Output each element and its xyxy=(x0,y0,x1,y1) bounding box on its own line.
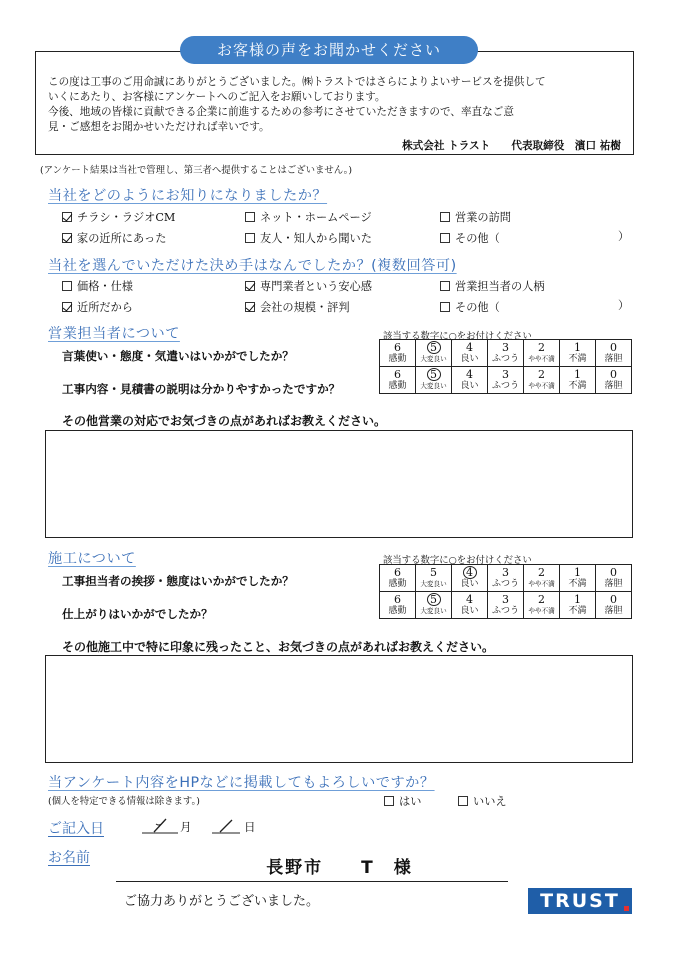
rating-number xyxy=(488,369,523,381)
checkbox[interactable] xyxy=(440,233,450,243)
rating-number xyxy=(560,342,595,354)
rating-cell-5[interactable] xyxy=(416,340,452,367)
q2-paren-close: ） xyxy=(618,299,630,312)
thanks-message: ご協力ありがとうございました。 xyxy=(124,894,320,909)
checkbox[interactable] xyxy=(384,796,394,806)
page-title: お客様の声をお聞かせください xyxy=(180,36,478,64)
rating-number-text: 1 xyxy=(574,565,581,579)
construction-free-label: その他施工中で特に印象に残ったこと、お気づきの点があればお教えください。 xyxy=(62,640,495,654)
option-label: 営業担当者の人柄 xyxy=(455,280,545,293)
publish-no-option[interactable] xyxy=(458,793,507,809)
q2-option-3[interactable] xyxy=(440,278,545,294)
rating-cell-6[interactable] xyxy=(380,367,416,394)
rating-number-text: 3 xyxy=(502,592,509,606)
rating-cell-6[interactable] xyxy=(380,565,416,592)
publish-note: (個人を特定できる情報は除きます。) xyxy=(48,796,200,807)
construction-free-input[interactable] xyxy=(45,655,633,763)
rating-cell-1[interactable] xyxy=(560,367,596,394)
rating-cell-0[interactable] xyxy=(596,565,632,592)
rating-number xyxy=(596,342,631,354)
rating-number xyxy=(452,566,487,579)
rating-number xyxy=(596,369,631,381)
option-label: その他（ xyxy=(455,232,500,245)
trust-logo xyxy=(528,888,632,914)
rating-number-text: 6 xyxy=(394,340,401,354)
rating-label: 大変良い xyxy=(420,607,447,615)
rating-number-text: 5 xyxy=(427,593,441,606)
q2-option-6[interactable] xyxy=(440,299,500,315)
rating-cell-4[interactable] xyxy=(452,592,488,619)
construction-heading: 施工について xyxy=(48,551,136,567)
rating-number-text: 6 xyxy=(394,367,401,381)
rating-number xyxy=(380,594,415,606)
sales-rating-hint: 該当する数字に○をお付けください xyxy=(383,331,532,342)
checkbox[interactable] xyxy=(245,281,255,291)
rating-cell-0[interactable] xyxy=(596,367,632,394)
rating-cell-3[interactable] xyxy=(488,565,524,592)
rating-cell-5[interactable] xyxy=(416,592,452,619)
signature: 株式会社 トラスト 代表取締役 濱口 祐樹 xyxy=(402,140,621,152)
rating-number xyxy=(452,342,487,354)
q2-heading: 当社を選んでいただけた決め手はなんでしたか？(複数回答可) xyxy=(48,258,457,274)
rating-label: 感動 xyxy=(388,578,407,589)
checkbox[interactable] xyxy=(62,233,72,243)
rating-label: ふつう xyxy=(491,578,519,589)
intro-line-2: いくにあたり、お客様にアンケートへのご記入をお願いしております。 xyxy=(48,91,386,103)
construction-q2-text: 仕上がりはいかがでしたか？ xyxy=(62,607,213,621)
rating-cell-5[interactable] xyxy=(416,367,452,394)
rating-label: 落胆 xyxy=(604,578,623,589)
rating-number-text: 5 xyxy=(430,565,437,579)
rating-label: 良い xyxy=(460,380,479,391)
rating-cell-6[interactable] xyxy=(380,592,416,619)
rating-number xyxy=(560,369,595,381)
rating-number xyxy=(416,341,451,354)
option-label: 家の近所にあった xyxy=(77,232,167,245)
rating-number xyxy=(524,342,559,354)
rating-number xyxy=(488,342,523,354)
rating-cell-3[interactable] xyxy=(488,340,524,367)
option-label: 営業の訪問 xyxy=(455,211,511,224)
rating-label: ふつう xyxy=(491,605,519,616)
rating-label: 感動 xyxy=(388,605,407,616)
intro-line-4: 見・ご感想をお聞かせいただければ幸いです。 xyxy=(48,121,270,133)
option-label: チラシ・ラジオCM xyxy=(77,211,176,224)
rating-number-text: 5 xyxy=(427,341,441,354)
rating-label: 大変良い xyxy=(420,355,447,363)
q2-option-5[interactable] xyxy=(245,299,350,315)
option-label: いいえ xyxy=(473,795,507,808)
rating-cell-6[interactable] xyxy=(380,340,416,367)
rating-number-text: 6 xyxy=(394,592,401,606)
rating-number-text: 6 xyxy=(394,565,401,579)
rating-number xyxy=(416,567,451,579)
logo-dot xyxy=(624,906,629,911)
rating-number-text: 2 xyxy=(538,367,545,381)
rating-cell-2[interactable] xyxy=(524,565,560,592)
rating-number-text: 3 xyxy=(502,565,509,579)
day-suffix: 日 xyxy=(244,820,256,834)
option-label: 専門業者という安心感 xyxy=(260,280,372,293)
publish-heading: 当アンケート内容をHPなどに掲載してもよろしいですか？ xyxy=(48,775,435,791)
rating-number-text: 3 xyxy=(502,340,509,354)
sales-free-input[interactable] xyxy=(45,430,633,538)
rating-number-text: 1 xyxy=(574,367,581,381)
rating-number xyxy=(524,567,559,579)
rating-label: 不満 xyxy=(568,578,587,589)
rating-number-text: 0 xyxy=(610,565,617,579)
q1-option-4[interactable] xyxy=(62,230,166,246)
rating-number xyxy=(560,567,595,579)
rating-label: 落胆 xyxy=(604,353,623,364)
rating-cell-3[interactable] xyxy=(488,367,524,394)
name-underline xyxy=(116,881,508,882)
q1-option-2[interactable] xyxy=(245,209,372,225)
rating-label: やや不満 xyxy=(528,579,555,588)
logo-text: TRUST xyxy=(540,890,620,912)
rating-row xyxy=(380,367,632,394)
rating-label: 良い xyxy=(460,353,479,364)
rating-cell-4[interactable] xyxy=(452,367,488,394)
month-suffix: 月 xyxy=(180,820,192,834)
privacy-note: (アンケート結果は当社で管理し、第三者へ提供することはございません。) xyxy=(40,165,352,176)
rating-cell-1[interactable] xyxy=(560,592,596,619)
sales-rating-table xyxy=(379,339,632,394)
option-label: 友人・知人から聞いた xyxy=(260,232,372,245)
publish-yes-option[interactable] xyxy=(384,793,421,809)
rating-label: 落胆 xyxy=(604,380,623,391)
rating-cell-5[interactable] xyxy=(416,565,452,592)
rating-number-text: 4 xyxy=(466,367,473,381)
rating-label: ふつう xyxy=(491,353,519,364)
checkbox[interactable] xyxy=(62,281,72,291)
intro-line-1: この度は工事のご用命誠にありがとうございました。㈱トラストではさらによりよいサービスを提供して xyxy=(48,76,546,88)
rating-label: 不満 xyxy=(568,605,587,616)
rating-cell-4[interactable] xyxy=(452,565,488,592)
construction-rating-table xyxy=(379,564,632,619)
rating-label: 良い xyxy=(460,579,479,589)
rating-number-text: 4 xyxy=(466,340,473,354)
rating-number xyxy=(488,594,523,606)
date-field[interactable] xyxy=(140,815,250,837)
q1-option-1[interactable] xyxy=(62,209,175,225)
rating-number xyxy=(560,594,595,606)
rating-number-text: 2 xyxy=(538,340,545,354)
checkbox[interactable] xyxy=(245,212,255,222)
rating-label: 落胆 xyxy=(604,605,623,616)
q2-option-1[interactable] xyxy=(62,278,133,294)
rating-number-text: 5 xyxy=(427,368,441,381)
rating-label: やや不満 xyxy=(528,354,555,363)
sales-free-label: その他営業の対応でお気づきの点があればお教えください。 xyxy=(62,414,387,428)
rating-row xyxy=(380,565,632,592)
q1-paren-close: ） xyxy=(618,230,630,243)
construction-q1-text: 工事担当者の挨拶・態度はいかがでしたか？ xyxy=(62,574,294,588)
rating-label: 大変良い xyxy=(420,382,447,390)
option-label: 会社の規模・評判 xyxy=(260,301,350,314)
name-label: お名前 xyxy=(48,850,90,866)
rating-number xyxy=(596,567,631,579)
construction-rating-hint: 該当する数字に○をお付けください xyxy=(383,555,532,566)
option-label: はい xyxy=(399,795,422,808)
checkbox[interactable] xyxy=(440,281,450,291)
rating-cell-1[interactable] xyxy=(560,565,596,592)
sales-q1-text: 言葉使い・態度・気遣いはいかがでしたか？ xyxy=(62,349,294,363)
rating-cell-2[interactable] xyxy=(524,592,560,619)
rating-number xyxy=(416,593,451,606)
rating-cell-3[interactable] xyxy=(488,592,524,619)
rating-number xyxy=(488,567,523,579)
checkbox[interactable] xyxy=(245,302,255,312)
rating-label: 良い xyxy=(460,605,479,616)
checkbox[interactable] xyxy=(440,302,450,312)
day-handwriting xyxy=(220,820,232,832)
rating-label: ふつう xyxy=(491,380,519,391)
checkbox[interactable] xyxy=(62,302,72,312)
rating-label: やや不満 xyxy=(528,606,555,615)
q1-option-3[interactable] xyxy=(440,209,511,225)
rating-number xyxy=(380,369,415,381)
rating-number xyxy=(452,369,487,381)
rating-number xyxy=(380,342,415,354)
rating-number-text: 3 xyxy=(502,367,509,381)
rating-row xyxy=(380,592,632,619)
checkbox[interactable] xyxy=(458,796,468,806)
rating-cell-0[interactable] xyxy=(596,340,632,367)
rating-number-text: 1 xyxy=(574,592,581,606)
q1-option-6[interactable] xyxy=(440,230,500,246)
rating-cell-4[interactable] xyxy=(452,340,488,367)
checkbox[interactable] xyxy=(62,212,72,222)
rating-number-text: 4 xyxy=(463,566,477,579)
rating-number xyxy=(416,368,451,381)
rating-number xyxy=(524,594,559,606)
rating-row xyxy=(380,340,632,367)
month-handwriting xyxy=(154,819,166,832)
rating-number-text: 2 xyxy=(538,565,545,579)
rating-cell-2[interactable] xyxy=(524,367,560,394)
q2-option-2[interactable] xyxy=(245,278,372,294)
date-label: ご記入日 xyxy=(48,821,104,837)
rating-number xyxy=(524,369,559,381)
rating-number-text: 2 xyxy=(538,592,545,606)
rating-label: 感動 xyxy=(388,380,407,391)
rating-number xyxy=(596,594,631,606)
option-label: ネット・ホームページ xyxy=(260,211,372,224)
intro-line-3: 今後、地域の皆様に貢献できる企業に前進するための参考にさせていただきますので、率直なご意 xyxy=(48,106,514,118)
sales-q2-text: 工事内容・見積書の説明は分かりやすかったですか？ xyxy=(62,382,341,396)
rating-label: 不満 xyxy=(568,380,587,391)
checkbox[interactable] xyxy=(245,233,255,243)
option-label: その他（ xyxy=(455,301,500,314)
rating-label: 不満 xyxy=(568,353,587,364)
rating-label: 大変良い xyxy=(420,579,447,588)
option-label: 価格・仕様 xyxy=(77,280,133,293)
rating-cell-1[interactable] xyxy=(560,340,596,367)
q2-option-4[interactable] xyxy=(62,299,133,315)
q1-heading: 当社をどのようにお知りになりましたか？ xyxy=(48,188,328,204)
rating-number xyxy=(380,567,415,579)
rating-label: やや不満 xyxy=(528,381,555,390)
rating-cell-0[interactable] xyxy=(596,592,632,619)
name-value[interactable]: 長野市 T 様 xyxy=(266,858,413,878)
sales-heading: 営業担当者について xyxy=(48,326,180,342)
q1-option-5[interactable] xyxy=(245,230,372,246)
rating-number xyxy=(452,594,487,606)
rating-number-text: 1 xyxy=(574,340,581,354)
rating-label: 感動 xyxy=(388,353,407,364)
rating-cell-2[interactable] xyxy=(524,340,560,367)
rating-number-text: 0 xyxy=(610,367,617,381)
checkbox[interactable] xyxy=(440,212,450,222)
rating-number-text: 4 xyxy=(466,592,473,606)
rating-number-text: 0 xyxy=(610,340,617,354)
option-label: 近所だから xyxy=(77,301,133,314)
rating-number-text: 0 xyxy=(610,592,617,606)
